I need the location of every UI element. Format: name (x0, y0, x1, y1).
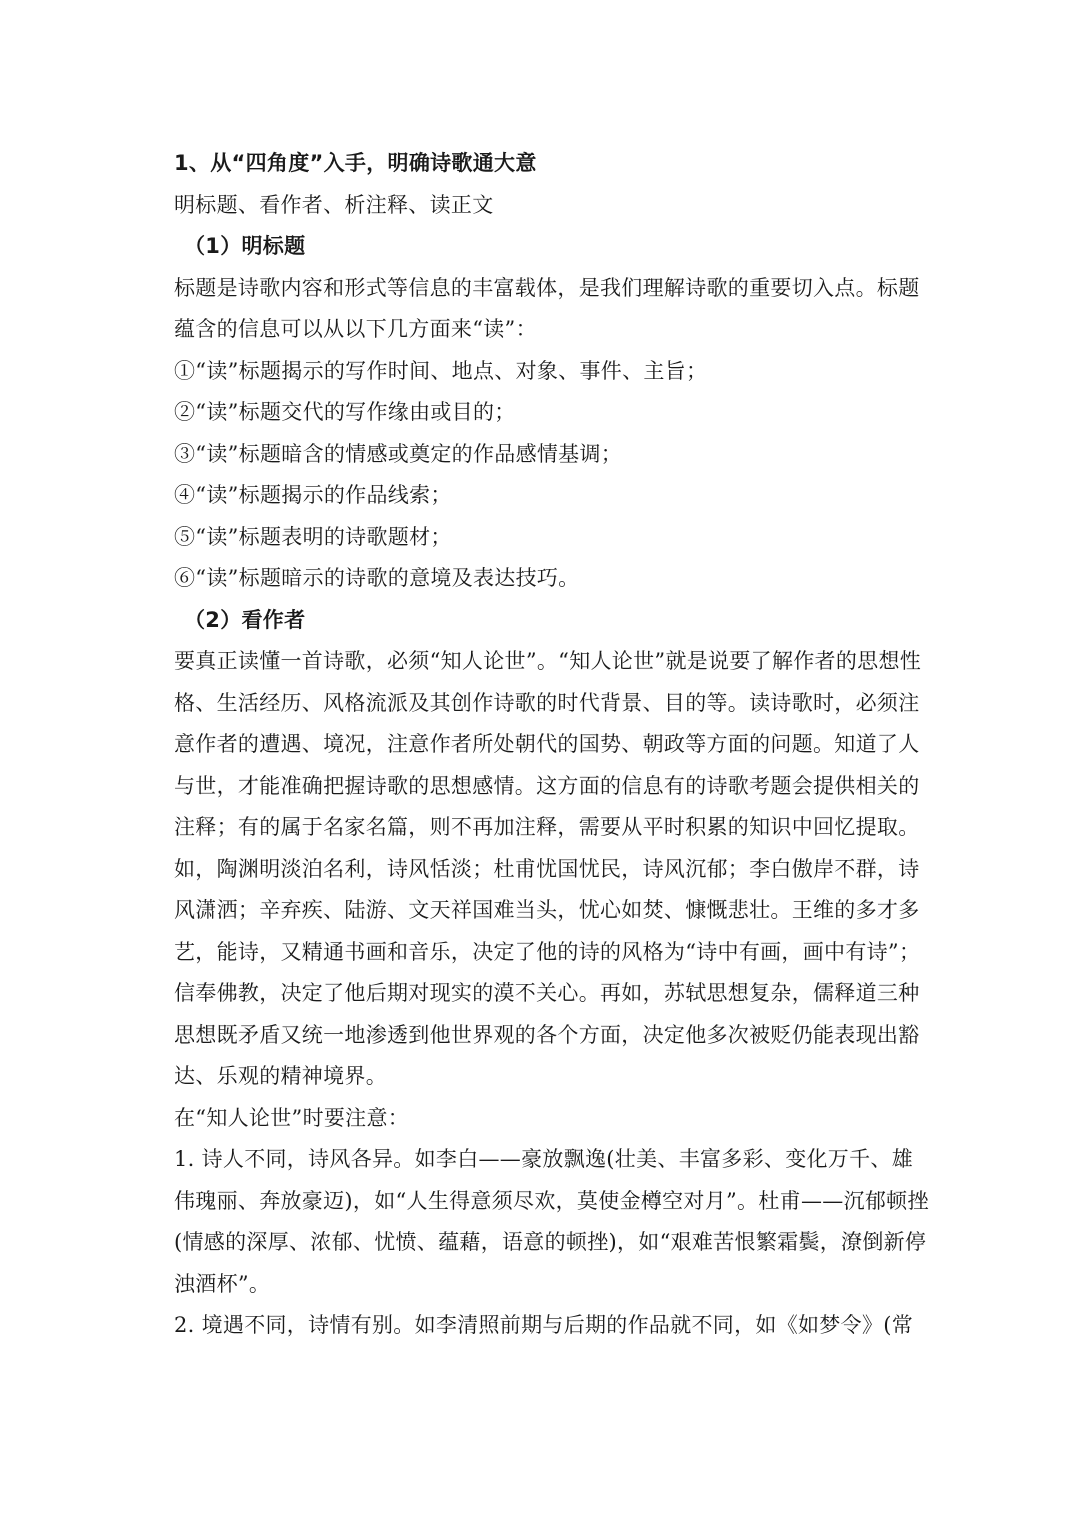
paragraph-line: 1. 诗人不同，诗风各异。如李白——豪放飘逸(壮美、丰富多彩、变化万千、雄 (174, 1147, 914, 1171)
paragraph-line: (情感的深厚、浓郁、忧愤、蕴藉，语意的顿挫)，如“艰难苦恨繁霜鬓，潦倒新停 (174, 1230, 927, 1254)
list-item: ④“读”标题揭示的作品线索； (174, 483, 452, 507)
paragraph-line: 风潇洒；辛弃疾、陆游、文天祥国难当头，忧心如焚、慷慨悲壮。王维的多才多 (174, 898, 920, 922)
list-item: ⑥“读”标题暗示的诗歌的意境及表达技巧。 (174, 566, 580, 590)
paragraph-line: 蕴含的信息可以从以下几方面来“读”： (174, 317, 537, 341)
list-item: ⑤“读”标题表明的诗歌题材； (174, 524, 452, 549)
document-page (174, 143, 929, 1347)
paragraph-line: 在“知人论世”时要注意： (174, 1105, 410, 1130)
paragraph-line: 如，陶渊明淡泊名利，诗风恬淡；杜甫忧国忧民，诗风沉郁；李白傲岸不群，诗 (174, 856, 920, 881)
paragraph-line: 注释；有的属于名家名篇，则不再加注释，需要从平时积累的知识中回忆提取。 (174, 815, 920, 839)
paragraph-line: 标题是诗歌内容和形式等信息的丰富载体，是我们理解诗歌的重要切入点。标题 (174, 275, 920, 300)
paragraph-line: 艺，能诗，又精通书画和音乐，决定了他的诗的风格为“诗中有画，画中有诗”； (174, 939, 921, 964)
paragraph-line: 浊酒杯”。 (174, 1271, 271, 1296)
section-title: 1、从“四角度”入手，明确诗歌通大意 (174, 151, 537, 175)
paragraph-line: 伟瑰丽、奔放豪迈)，如“人生得意须尽欢，莫使金樽空对月”。杜甫——沉郁顿挫 (174, 1188, 929, 1213)
list-item: ①“读”标题揭示的写作时间、地点、对象、事件、主旨； (174, 358, 708, 383)
paragraph-line: 与世，才能准确把握诗歌的思想感情。这方面的信息有的诗歌考题会提供相关的 (174, 773, 920, 798)
paragraph-line: 达、乐观的精神境界。 (174, 1064, 387, 1088)
paragraph-line: 格、生活经历、风格流派及其创作诗歌的时代背景、目的等。读诗歌时，必须注 (174, 690, 920, 715)
paragraph-line: 要真正读懂一首诗歌，必须“知人论世”。“知人论世”就是说要了解作者的思想性 (174, 649, 922, 673)
overview-text: 明标题、看作者、析注释、读正文 (174, 192, 494, 217)
paragraph-line: 思想既矛盾又统一地渗透到他世界观的各个方面，决定他多次被贬仍能表现出豁 (174, 1022, 920, 1047)
paragraph-line: 2. 境遇不同，诗情有别。如李清照前期与后期的作品就不同，如《如梦令》(常 (174, 1313, 914, 1337)
part1-heading: （1）明标题 (184, 234, 306, 258)
paragraph-line: 意作者的遭遇、境况，注意作者所处朝代的国势、朝政等方面的问题。知道了人 (174, 732, 920, 756)
part2-heading: （2）看作者 (184, 607, 306, 632)
list-item: ②“读”标题交代的写作缘由或目的； (174, 400, 516, 424)
list-item: ③“读”标题暗含的情感或奠定的作品感情基调； (174, 441, 623, 466)
paragraph-line: 信奉佛教，决定了他后期对现实的漠不关心。再如，苏轼思想复杂，儒释道三种 (174, 981, 920, 1005)
